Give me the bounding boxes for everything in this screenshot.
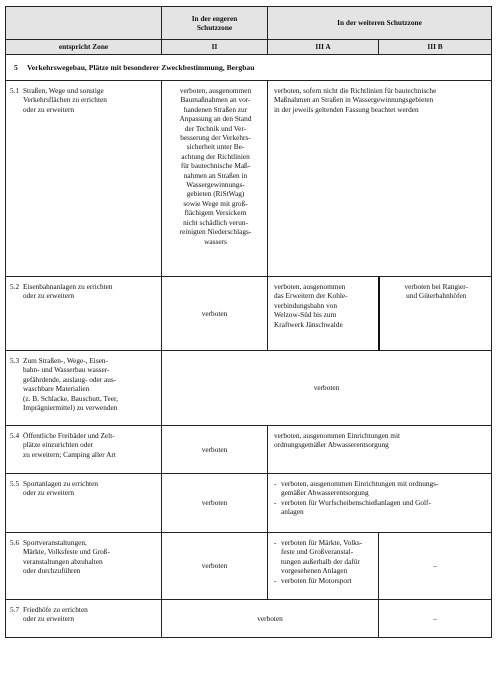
section-number: 5 — [14, 62, 18, 72]
zone-ii: II — [162, 40, 268, 55]
table-row — [6, 474, 492, 533]
protection-zone-table — [5, 6, 492, 638]
cell-all-zones: verboten — [162, 351, 492, 426]
list-item: - verboten für Wurfscheibenschießanlagen und Golf- anlagen — [274, 498, 487, 517]
list-item: - verboten für Motorsport — [274, 576, 374, 585]
zone-iiib: III B — [379, 40, 492, 55]
row-number: 5.4 — [10, 431, 20, 440]
table-row — [6, 600, 492, 638]
list-item: - verboten, ausgenommen Einrichtungen mit ordnungs- gemäßer Abwasserentsorgung — [274, 479, 487, 498]
row-number: 5.3 — [10, 356, 20, 365]
cell-zone-ii: verboten — [162, 277, 268, 351]
cell-zone-iii: verboten, sofern nicht die Richtlinien für bautechnische Maßnahmen an Straßen in Wassergewinnungsgebieten in der jeweils geltenden Fassung beachtet werden — [268, 81, 492, 277]
row-number: 5.1 — [10, 86, 20, 95]
cell-zone-iiib: – — [379, 600, 492, 638]
cell-zone-ii: verboten — [162, 426, 268, 474]
zone-iiia: III A — [268, 40, 379, 55]
table-row — [6, 533, 492, 600]
header-weitere-schutzzone: In der weiteren Schutzzone — [268, 7, 492, 40]
row-label: Sportanlagen zu errichten oder zu erweitern — [23, 479, 98, 498]
header-engere-schutzzone: In der engeren Schutzzone — [162, 7, 268, 40]
row-number: 5.2 — [10, 282, 20, 291]
table-row — [6, 277, 492, 351]
cell-zone-ii: verboten — [162, 474, 268, 533]
cell-zone-ii: verboten, ausgenommen Baumaßnahmen an vor- handenen Straßen zur Anpassung an den Stand der Technik und Ver- besserung der Verkehrs- sicherheit unter Be- achtung der Richtlinien für bautechnische Maß- nahmen an Straßen in Wassergewinnungs- gebieten (RiStWag) sowie Wege mit groß- flächigem Versickern nicht schädlich verun- reinigten Niederschlags- wassers — [162, 81, 268, 277]
cell-zone-iii: verboten, ausgenommen Einrichtungen mit ordnungsgemäßer Abwasserentsorgung — [268, 426, 492, 474]
section-title: Verkehrswegebau, Plätze mit besonderer Zweckbestimmung, Bergbau — [27, 62, 255, 72]
cell-zone-ii-iiia: verboten — [162, 600, 379, 638]
section-row — [6, 55, 492, 81]
row-number: 5.6 — [10, 538, 20, 547]
list-item: - verboten für Märkte, Volks- feste und Großveranstal- tungen außerhalb der dafür vorgesehenen Anlagen — [274, 538, 374, 576]
cell-zone-iiia — [268, 533, 379, 600]
table-row — [6, 426, 492, 474]
zone-row — [6, 40, 492, 55]
table-row — [6, 351, 492, 426]
row-label: Straßen, Wege und sonstige Verkehrsflächen zu errichten oder zu erweitern — [23, 86, 107, 114]
row-label: Sportveranstaltungen, Märkte, Volksfeste und Groß- veranstaltungen abzuhalten oder durchzuführen — [23, 538, 110, 576]
table-row — [6, 81, 492, 277]
row-number: 5.7 — [10, 605, 20, 614]
header-entspricht-zone: entspricht Zone — [6, 40, 162, 55]
cell-zone-iii — [268, 474, 492, 533]
cell-zone-ii: verboten — [162, 533, 268, 600]
cell-zone-iiia: verboten, ausgenommen das Erweitern der Kohle- verbindungsbahn von Welzow-Süd bis zum Kraftwerk Jänschwalde — [268, 277, 379, 351]
row-label: Eisenbahnanlagen zu errichten oder zu erweitern — [23, 282, 113, 301]
row-label: Friedhöfe zu errichten oder zu erweitern — [23, 605, 88, 624]
row-label: Zum Straßen-, Wege-, Eisen- bahn- und Wasserbau wasser- gefährdende, auslaug- oder aus- waschbare Materialien (z. B. Schlacke, Bauschutt, Teer, Imprägniermittel) zu verwenden — [23, 356, 118, 413]
cell-zone-iiib: – — [379, 533, 492, 600]
row-label: Öffentliche Freibäder und Zelt- plätze einzurichten oder zu erweitern; Camping aller Art — [23, 431, 116, 459]
header-row — [6, 7, 492, 40]
document-page — [5, 6, 491, 672]
cell-zone-iiib: verboten bei Rangier- und Güterbahnhöfen — [379, 277, 492, 351]
row-number: 5.5 — [10, 479, 20, 488]
